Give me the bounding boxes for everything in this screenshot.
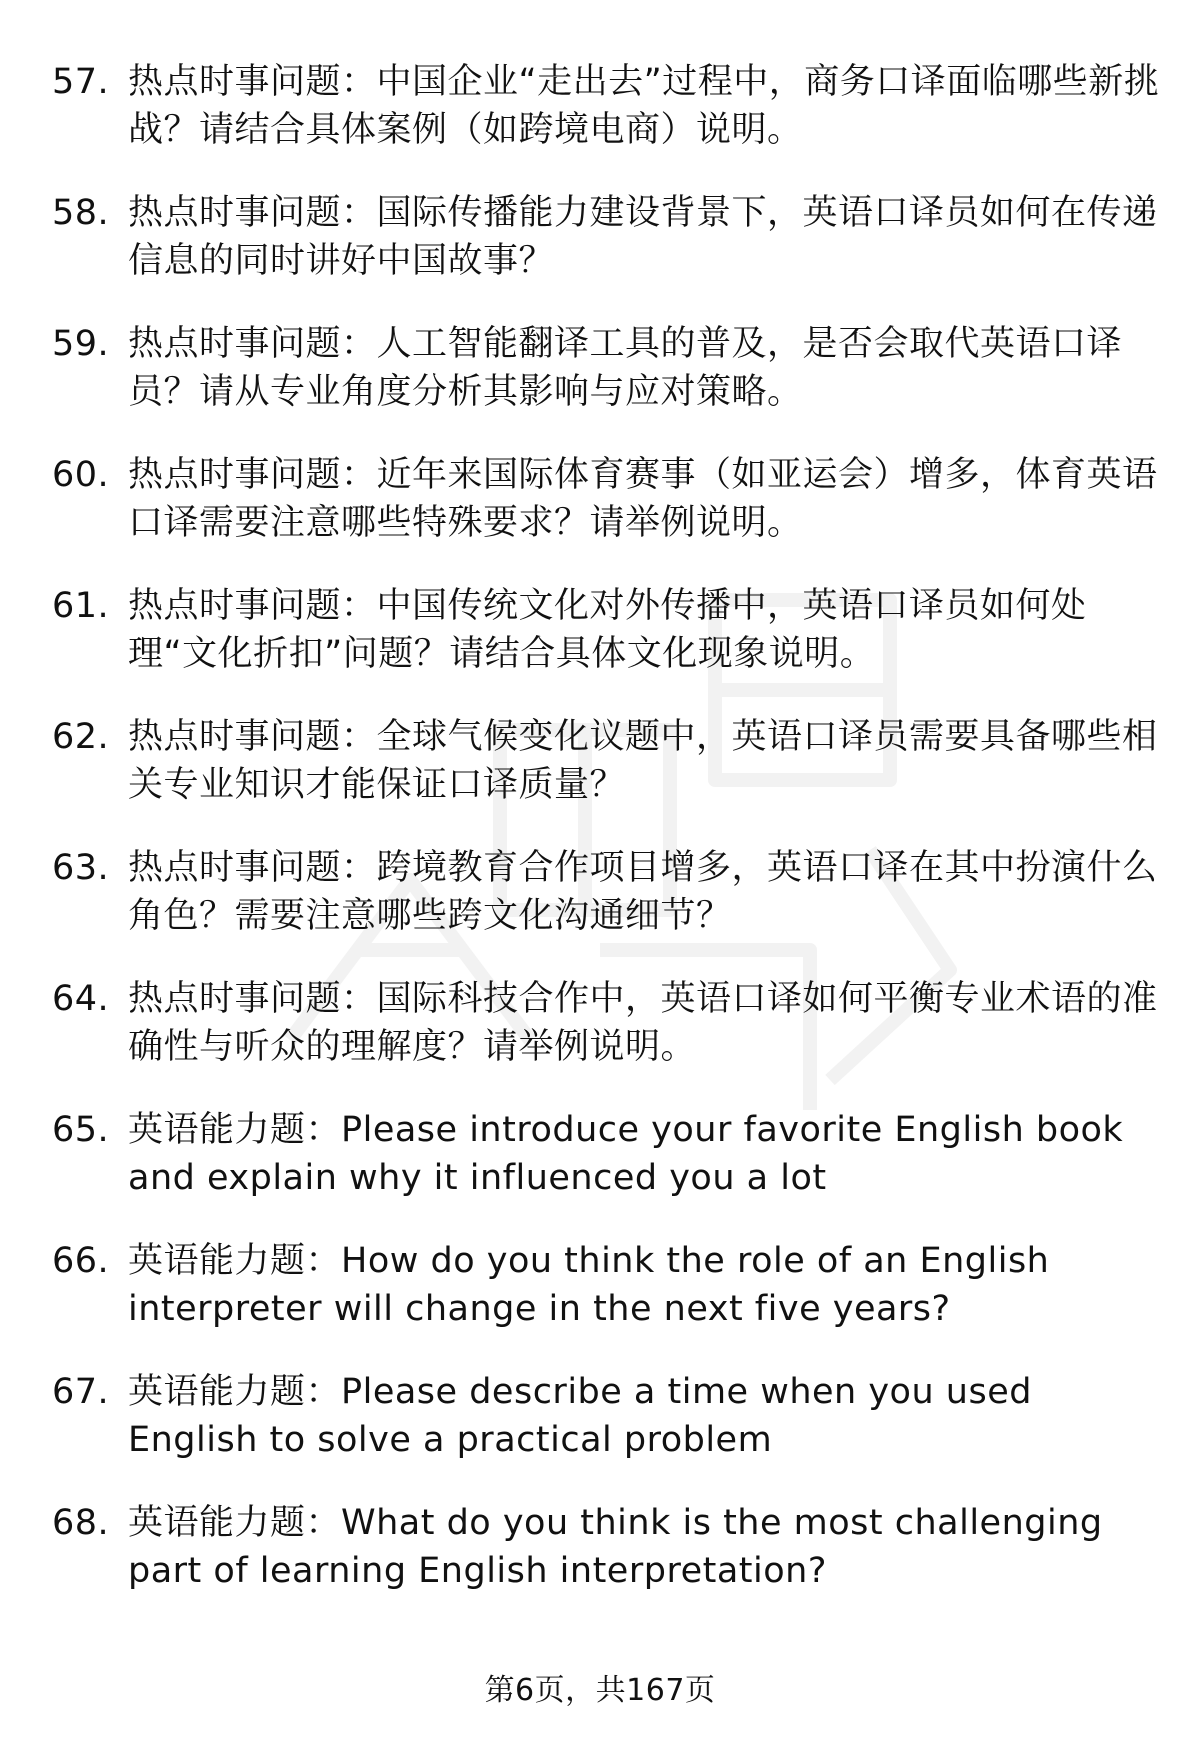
question-number: 58. xyxy=(52,193,110,233)
question-text: 热点时事问题：全球气候变化议题中，英语口译员需要具备哪些相关专业知识才能保证口译质量？ xyxy=(128,717,1158,805)
question-item xyxy=(0,1368,1200,1499)
question-list xyxy=(0,58,1200,1630)
page-footer: 第6页，共167页 xyxy=(484,1673,716,1708)
question-item xyxy=(0,1106,1200,1237)
question-number: 57. xyxy=(52,62,110,102)
question-number: 63. xyxy=(52,848,110,888)
question-text: 热点时事问题：国际传播能力建设背景下，英语口译员如何在传递信息的同时讲好中国故事？ xyxy=(128,193,1158,281)
question-number: 66. xyxy=(52,1241,110,1281)
question-item xyxy=(0,451,1200,582)
question-text: 英语能力题：What do you think is the most challenging part of learning English interpretation? xyxy=(128,1503,1103,1591)
question-text: 热点时事问题：国际科技合作中，英语口译如何平衡专业术语的准确性与听众的理解度？请举例说明。 xyxy=(128,979,1158,1067)
question-item xyxy=(0,1237,1200,1368)
question-number: 59. xyxy=(52,324,110,364)
question-item xyxy=(0,975,1200,1106)
question-text: 热点时事问题：中国传统文化对外传播中，英语口译员如何处理“文化折扣”问题？请结合具体文化现象说明。 xyxy=(128,586,1087,674)
question-text: 英语能力题：Please introduce your favorite English book and explain why it influenced you a lot xyxy=(128,1110,1124,1198)
question-number: 62. xyxy=(52,717,110,757)
question-number: 60. xyxy=(52,455,110,495)
question-item xyxy=(0,320,1200,451)
question-text: 英语能力题：Please describe a time when you used English to solve a practical problem xyxy=(128,1372,1032,1460)
question-item xyxy=(0,58,1200,189)
question-text: 英语能力题：How do you think the role of an English interpreter will change in the next five years? xyxy=(128,1241,1050,1329)
question-item xyxy=(0,582,1200,713)
question-number: 64. xyxy=(52,979,110,1019)
question-item xyxy=(0,713,1200,844)
question-number: 68. xyxy=(52,1503,110,1543)
question-text: 热点时事问题：近年来国际体育赛事（如亚运会）增多，体育英语口译需要注意哪些特殊要求？请举例说明。 xyxy=(128,455,1158,543)
question-text: 热点时事问题：人工智能翻译工具的普及，是否会取代英语口译员？请从专业角度分析其影响与应对策略。 xyxy=(128,324,1123,412)
question-item xyxy=(0,189,1200,320)
question-item xyxy=(0,1499,1200,1630)
question-number: 61. xyxy=(52,586,110,626)
question-number: 65. xyxy=(52,1110,110,1150)
question-item xyxy=(0,844,1200,975)
question-text: 热点时事问题：跨境教育合作项目增多，英语口译在其中扮演什么角色？需要注意哪些跨文化沟通细节？ xyxy=(128,848,1158,936)
question-number: 67. xyxy=(52,1372,110,1412)
question-text: 热点时事问题：中国企业“走出去”过程中，商务口译面临哪些新挑战？请结合具体案例（如跨境电商）说明。 xyxy=(128,62,1160,150)
